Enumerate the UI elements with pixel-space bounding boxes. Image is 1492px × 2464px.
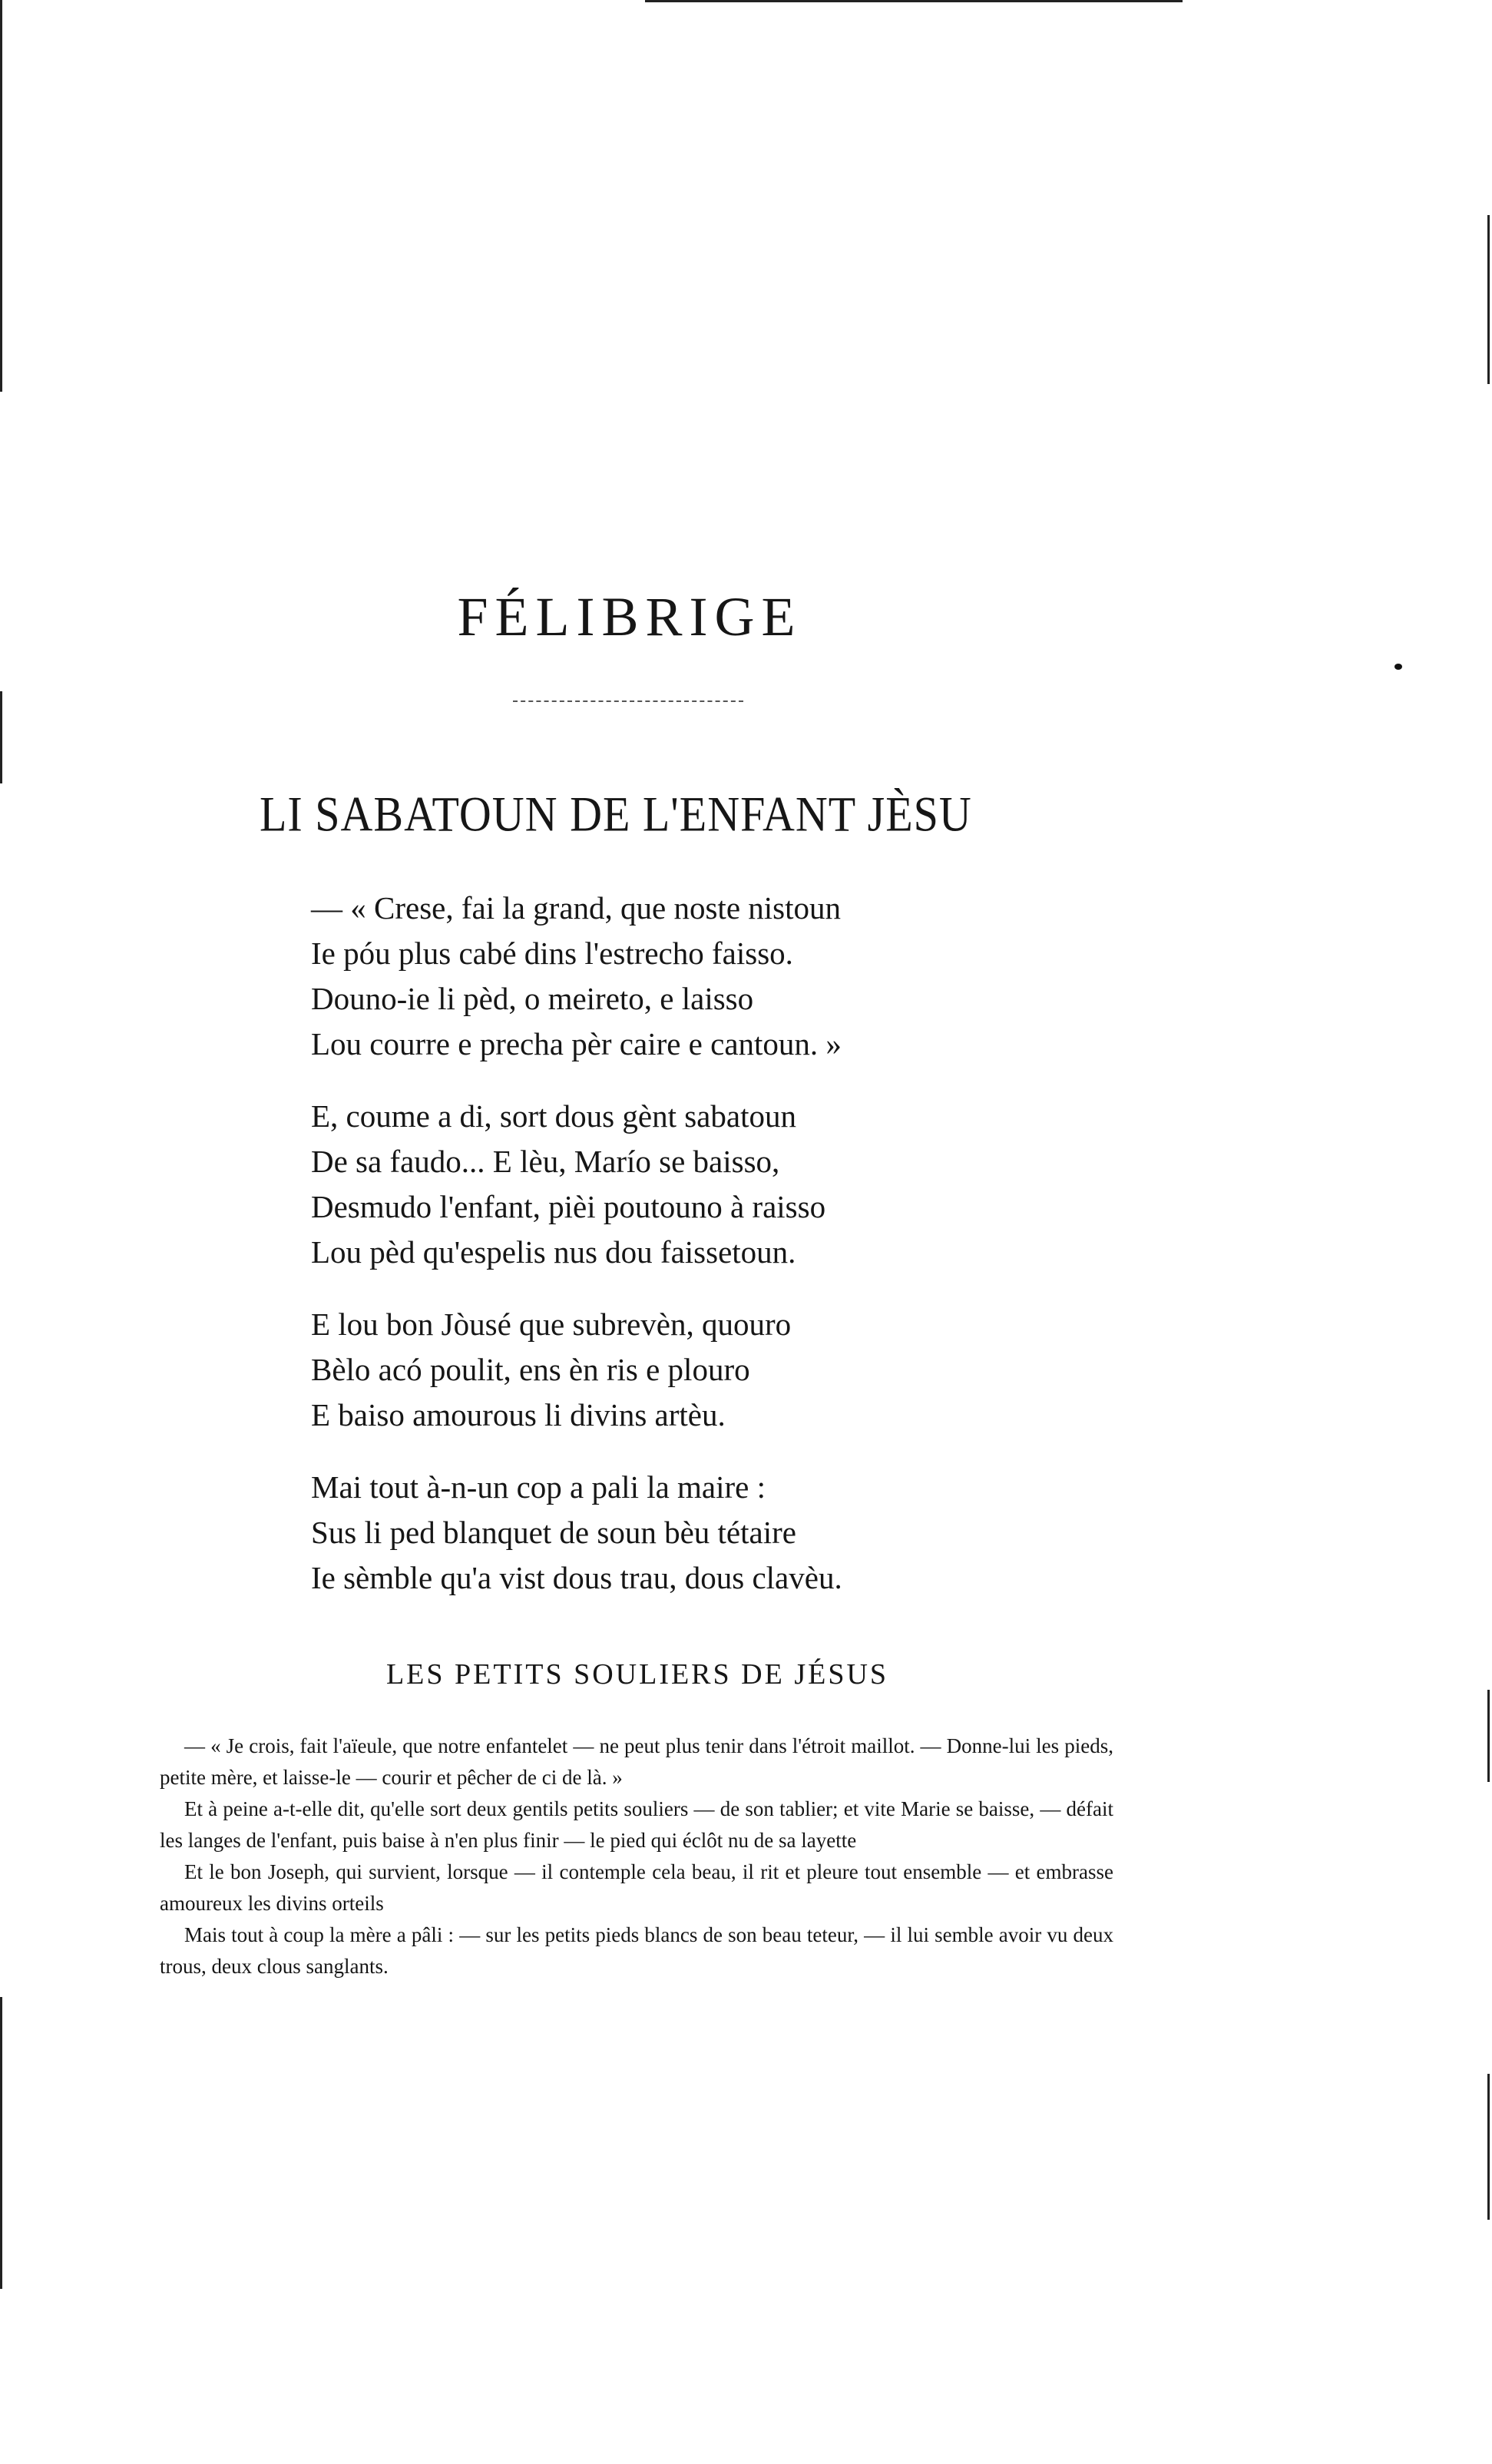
left-edge-line-bottom bbox=[0, 1997, 2, 2289]
poem-line: E lou bon Jòusé que subrevèn, quouro bbox=[311, 1307, 792, 1342]
poem-line: De sa faudo... E lèu, Marío se baisso, bbox=[311, 1144, 780, 1179]
poem-stanza-2 bbox=[311, 1094, 1048, 1275]
poem-line: Lou pèd qu'espelis nus dou faissetoun. bbox=[311, 1234, 796, 1270]
translation-paragraph: Mais tout à coup la mère a pâli : — sur les petits pieds blancs de son beau teteur, — il lui semble avoir vu deux trous, deux clous sanglants. bbox=[160, 1923, 1113, 1978]
top-edge-line bbox=[645, 0, 1183, 2]
poem-line: Douno-ie li pèd, o meireto, e laisso bbox=[311, 981, 754, 1016]
poem-line: E baiso amourous li divins artèu. bbox=[311, 1397, 726, 1432]
translation-body bbox=[160, 1730, 1113, 1982]
translation-title: LES PETITS SOULIERS DE JÉSUS bbox=[385, 1658, 889, 1691]
poem-line: Lou courre e precha pèr caire e cantoun. » bbox=[311, 1026, 842, 1061]
poem-line: — « Crese, fai la grand, que noste nistoun bbox=[311, 890, 842, 926]
poem-line: Ie sèmble qu'a vist dous trau, dous clavèu. bbox=[311, 1560, 842, 1595]
poem-line: Ie póu plus cabé dins l'estrecho faisso. bbox=[311, 936, 793, 971]
title-divider bbox=[513, 700, 743, 702]
poem-stanza-3 bbox=[311, 1302, 1048, 1438]
poem-line: Mai tout à-n-un cop a pali la maire : bbox=[311, 1469, 766, 1505]
poem-line: E, coume a di, sort dous gènt sabatoun bbox=[311, 1098, 796, 1134]
left-edge-line-top bbox=[0, 0, 2, 392]
poem-line: Bèlo acó poulit, ens èn ris e plouro bbox=[311, 1352, 750, 1387]
poem-line: Desmudo l'enfant, pièi poutouno à raisso bbox=[311, 1189, 826, 1224]
poem-title: LI SABATOUN DE L'ENFANT JÈSU bbox=[260, 786, 972, 842]
ink-speck bbox=[1394, 664, 1402, 670]
right-edge-line-bottom bbox=[1487, 2074, 1490, 2220]
right-edge-line-middle bbox=[1487, 1690, 1490, 1782]
poem-body bbox=[311, 886, 1048, 1628]
right-edge-line-top bbox=[1487, 215, 1490, 384]
left-edge-line-middle bbox=[0, 691, 2, 783]
page-title: FÉLIBRIGE bbox=[457, 586, 802, 647]
translation-paragraph: Et le bon Joseph, qui survient, lorsque — il contemple cela beau, il rit et pleure tout ensemble — et embrasse amoureux les divins orteils bbox=[160, 1860, 1113, 1915]
translation-paragraph: Et à peine a-t-elle dit, qu'elle sort deux gentils petits souliers — de son tablier; et vite Marie se baisse, — défait les langes de l'enfant, puis baise à n'en plus finir — le pied qui éclôt nu de sa layette bbox=[160, 1797, 1113, 1852]
poem-stanza-4 bbox=[311, 1465, 1048, 1601]
poem-line: Sus li ped blanquet de soun bèu tétaire bbox=[311, 1515, 796, 1550]
translation-paragraph: — « Je crois, fait l'aïeule, que notre enfantelet — ne peut plus tenir dans l'étroit maillot. — Donne-lui les pieds, petite mère, et laisse-le — courir et pêcher de ci de là. » bbox=[160, 1734, 1113, 1789]
poem-stanza-1 bbox=[311, 886, 1048, 1067]
